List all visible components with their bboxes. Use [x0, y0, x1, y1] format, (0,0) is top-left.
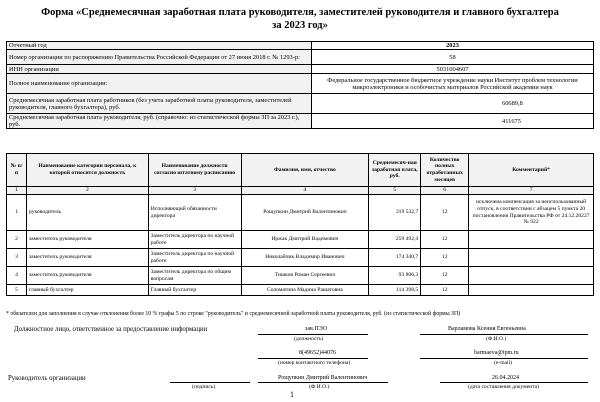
position-title: Главный бухгалтер [148, 285, 241, 296]
contact-email: barmaeva@ipm.ru [474, 350, 519, 356]
personnel-category: заместитель руководителя [26, 249, 148, 267]
column-number: 5 [369, 187, 421, 195]
email-line [420, 358, 588, 359]
head-name: Рощупкин Дмитрий Валентинович [278, 375, 368, 381]
column-header: № п/п [7, 154, 27, 187]
row-number: 5 [7, 285, 27, 296]
column-header: Среднемесяч-ная заработная плата, руб. [369, 154, 421, 187]
email-caption: (e-mail) [494, 360, 513, 366]
table-row [7, 195, 594, 231]
signature-line [170, 382, 250, 383]
months-worked: 12 [421, 231, 469, 249]
info-label: Номер организации по распоряжению Правительства Российской Федерации от 27 июня 2018 г. № 1293-р: [7, 50, 312, 65]
personnel-category: главный бухгалтер [26, 285, 148, 296]
average-salary: 319 532,7 [369, 195, 421, 231]
table-row [7, 249, 594, 267]
column-number-row [7, 187, 594, 195]
table-header-row [7, 154, 594, 187]
info-label: Отчетный год [7, 42, 312, 50]
info-value: 58 [312, 50, 594, 65]
column-header: Комментарий* [469, 154, 594, 187]
info-label: Среднемесячная заработная плата работников (без учета заработной платы руководителя, заместителей руководителя, главного бухгалтера), руб. [7, 94, 312, 114]
name-line [420, 334, 588, 335]
table-row [7, 231, 594, 249]
responsible-name: Варламова Ксения Евгеньевна [448, 326, 526, 332]
personnel-category: заместитель руководителя [26, 267, 148, 285]
full-name: Николайчик Владимир Иванович [241, 249, 369, 267]
info-value: 60689,8 [312, 94, 594, 114]
table-row [7, 285, 594, 296]
responsible-position: зав.ПЭО [305, 326, 328, 332]
average-salary: 174 340,7 [369, 249, 421, 267]
comment [469, 267, 594, 285]
average-salary: 259 492,4 [369, 231, 421, 249]
position-title: Заместитель директора по научной работе [148, 231, 241, 249]
info-row [7, 65, 594, 74]
column-number: 3 [148, 187, 241, 195]
date-line [440, 382, 588, 383]
position-line [258, 334, 368, 335]
info-value: 411675 [312, 114, 594, 129]
date-caption: (дата составления документа) [468, 384, 540, 390]
info-value: 5031004607 [312, 65, 594, 74]
full-name: Рощупкин Дмитрий Валентинович [241, 195, 369, 231]
row-number: 1 [7, 195, 27, 231]
info-row [7, 94, 594, 114]
comment [469, 231, 594, 249]
months-worked: 12 [421, 195, 469, 231]
full-name: Иржак Дмитрий Вадимович [241, 231, 369, 249]
comment [469, 285, 594, 296]
document-title [0, 6, 600, 32]
comment [469, 249, 594, 267]
info-value: Федеральное государственное бюджетное учреждение науки Институт проблем технологии микроэлектроники и особочистых материалов Российской академии наук [312, 74, 594, 94]
info-row [7, 42, 594, 50]
comment: исключена компенсация за неиспользованный отпуск, в соответствии с абзацем 5 пункта 20 постановления Правительства РФ от 24.12.20227 № 922 [469, 195, 594, 231]
info-label: Среднемесячная заработная плата руководителя, руб. (справочно: из статистической формы ЗП за 2023 г.), руб. [7, 114, 312, 129]
salary-table [6, 153, 594, 296]
full-name: Тишков Роман Сергеевич [241, 267, 369, 285]
organization-info-table [6, 41, 594, 129]
column-header: Количество полных отработанных месяцев [421, 154, 469, 187]
average-salary: 93 806,3 [369, 267, 421, 285]
info-label: ИНН организации [7, 65, 312, 74]
column-header: Фамилия, имя, отчество [241, 154, 369, 187]
title-line-1: Форма «Среднемесячная заработная плата руководителя, заместителей руководителя и главного бухгалтера [41, 7, 559, 18]
months-worked: 12 [421, 285, 469, 296]
personnel-category: руководитель [26, 195, 148, 231]
column-number: 4 [241, 187, 369, 195]
info-row [7, 74, 594, 94]
signature-caption: (подпись) [192, 384, 216, 390]
contact-phone: 8(49652)44076 [299, 350, 336, 356]
column-header: Наименование категории персонала, к которой относится должность [26, 154, 148, 187]
head-name-caption: (Ф.И.О.) [309, 384, 330, 390]
info-label: Полное наименование организации: [7, 74, 312, 94]
table-row [7, 267, 594, 285]
footnote: * обязателен для заполнения в случае отклонения более 10 % графы 5 по строке "руководитель" и среднемесячной заработной платы руководителя, руб. (из статистической формы ЗП) [6, 311, 461, 317]
column-number: 6 [421, 187, 469, 195]
column-header: Наименование должности согласно штатному расписанию [148, 154, 241, 187]
position-title: Заместитель директора по общим вопросам [148, 267, 241, 285]
name-caption: (Ф.И.О.) [486, 336, 507, 342]
document-date: 26.04.2024 [492, 375, 519, 381]
months-worked: 12 [421, 267, 469, 285]
page-number: 1 [290, 390, 294, 399]
position-title: Заместитель директора по научной работе [148, 249, 241, 267]
info-row [7, 114, 594, 129]
title-line-2: за 2023 год» [272, 20, 328, 31]
average-salary: 114 398,5 [369, 285, 421, 296]
column-number: 1 [7, 187, 27, 195]
phone-caption: (номер контактного телефона) [278, 360, 351, 366]
position-caption: (должность) [294, 336, 324, 342]
responsible-person-label: Должностное лицо, ответственное за предоставление информации [14, 326, 208, 333]
position-title: Исполняющий обязанности директора [148, 195, 241, 231]
months-worked: 12 [421, 249, 469, 267]
phone-line [258, 358, 368, 359]
head-of-organization-label: Руководитель организации [8, 375, 86, 382]
column-number: 7 [469, 187, 594, 195]
row-number: 3 [7, 249, 27, 267]
info-row [7, 50, 594, 65]
column-number: 2 [26, 187, 148, 195]
row-number: 4 [7, 267, 27, 285]
full-name: Соломатина Мадина Рашатовна [241, 285, 369, 296]
personnel-category: заместитель руководителя [26, 231, 148, 249]
info-value: 2023 [312, 42, 594, 50]
row-number: 2 [7, 231, 27, 249]
head-name-line [258, 382, 388, 383]
